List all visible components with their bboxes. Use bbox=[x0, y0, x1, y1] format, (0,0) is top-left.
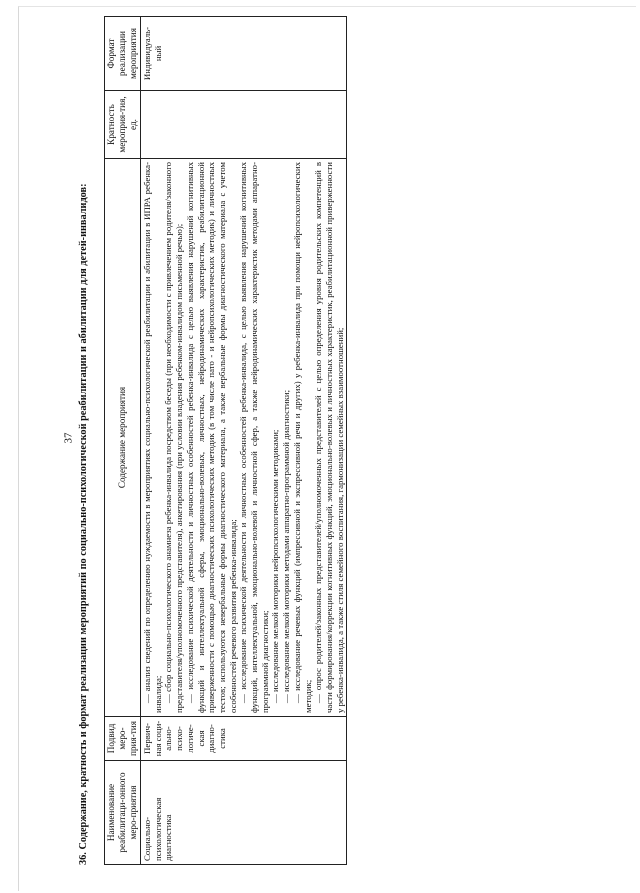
page-number: 37 bbox=[62, 432, 75, 444]
table-header-row bbox=[105, 17, 141, 865]
content-item: — исследование психической деятельности и личностных особенностей ребенка-инвалида, с целью выявления нарушений когнитивных функций, интеллектуальной, эмоционально-волевой и личностной сфер, а также нейродинамических характеристик методами аппаратно-программной диагностики; bbox=[238, 162, 270, 713]
header-frequency: Кратность мероприя-тия, ед. bbox=[105, 91, 141, 159]
header-subtype: Подвид меро-прия-тия bbox=[105, 717, 141, 761]
cell-format: Индивидуаль-ный bbox=[141, 17, 347, 91]
header-format: Формат реализации мероприятия bbox=[105, 17, 141, 91]
content-item: — исследование мелкой моторики нейропсихологическими методиками; bbox=[270, 429, 281, 703]
content-item: — исследование психической деятельности и личностных особенностей ребенка-инвалида с целью выявления нарушений когнитивных функций и интеллектуальной сферы, эмоционально-волевых, личностных, нейродинамических характеристик, реабилитационной приверженности с помощью диагностических психологических методик (в том числе пато - и нейропсихологических методик) и личностных тестов; используются невербальные формы диагностического материала, а также вербальные формы диагностического материала с учетом особенностей речевого развития ребенка-инвалида; bbox=[184, 162, 238, 713]
cell-measure-name: Социально-психологическая диагностика bbox=[141, 761, 347, 865]
cell-content bbox=[141, 159, 347, 717]
cell-subtype: Первич-ная соци-ально-психо-логиче-ская диагно-стика bbox=[141, 717, 347, 761]
header-content: Содержание мероприятия bbox=[105, 159, 141, 717]
section-heading: 36. Содержание, кратность и формат реализации мероприятий по социально-психологической реабилитации и абилитации для детей-инвалидов: bbox=[78, 183, 89, 865]
rehabilitation-table bbox=[104, 16, 347, 865]
content-item: — сбор социально-психологического анамнеза ребенка-инвалида посредством беседы (при необходимости с привлечением родителя/законного представителя/уполномоченного представителя), анкетирования (при условии владения ребенком-инвалидом письменной речью); bbox=[163, 162, 185, 713]
content-item: — опрос родителей/законных представителей/уполномоченных представителей с целью определения уровня родительских компетенций в части формирования/коррекции когнитивных функций, эмоционально-волевых и личностных характеристик, реабилитационной приверженности у ребенка-инвалида, а также стиля семейного воспитания, гармонизации семейных взаимоотношений; bbox=[313, 162, 345, 713]
content-item: — исследование мелкой моторики методами аппаратно-программной диагностики; bbox=[281, 389, 292, 703]
content-item: — анализ сведений по определению нуждаемости в мероприятиях социально-психологической реабилитации и абилитации в ИПРА ребенка-инвалида; bbox=[142, 162, 163, 713]
table-row bbox=[141, 17, 347, 865]
content-item: — исследование речевых функций (импрессивной и экспрессивной речи и других) у ребенка-инвалида при помощи нейропсихологических методик; bbox=[291, 162, 313, 713]
header-name: Наименование реабилитаци-онного меро-приятия bbox=[105, 761, 141, 865]
cell-frequency bbox=[141, 91, 347, 159]
rotated-content bbox=[20, 13, 620, 873]
